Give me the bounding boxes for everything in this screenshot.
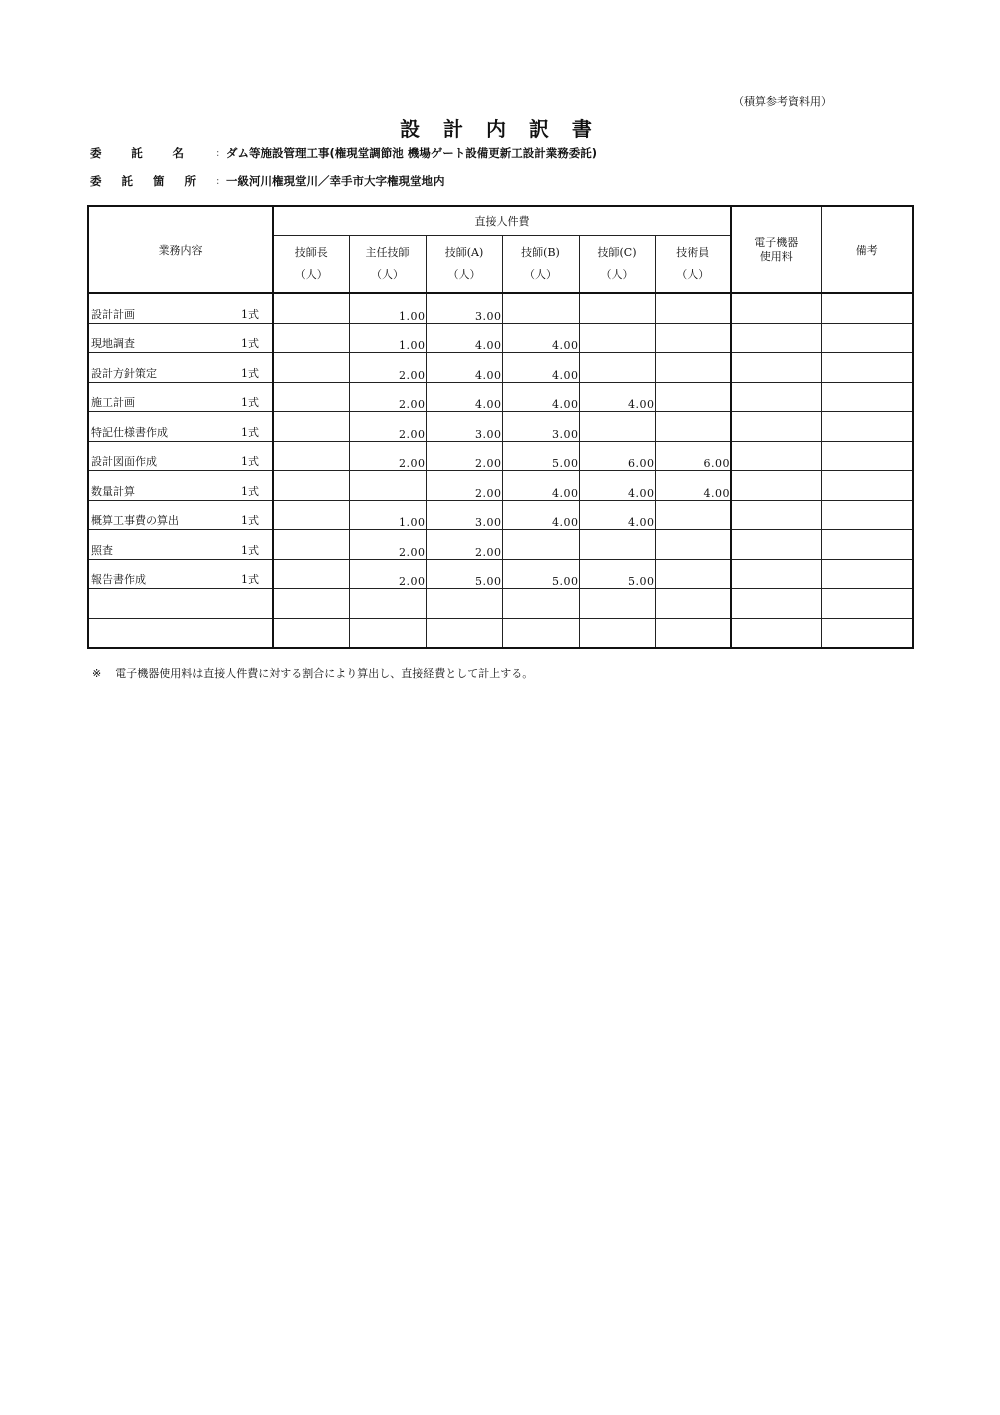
labor-value-cell: 2.00 — [349, 530, 426, 560]
reference-note: （積算参考資料用） — [733, 95, 832, 108]
labor-value-cell: 4.00 — [426, 323, 502, 353]
labor-value-cell: 6.00 — [655, 441, 731, 471]
labor-value-cell: 4.00 — [502, 500, 579, 530]
task-quantity: 1式 — [241, 396, 259, 409]
task-quantity: 1式 — [241, 484, 259, 498]
task-name: 数量計算 — [91, 484, 135, 498]
remarks-cell — [821, 382, 913, 412]
labor-value-cell: 1.00 — [349, 500, 426, 530]
labor-value-cell: 3.00 — [426, 412, 502, 442]
labor-value-cell: 5.00 — [579, 559, 655, 589]
task-quantity: 1式 — [241, 573, 259, 586]
task-quantity: 1式 — [241, 543, 259, 557]
labor-value-cell — [579, 530, 655, 560]
labor-value-cell — [273, 618, 349, 648]
remarks-cell — [821, 589, 913, 619]
task-name: 照査 — [91, 543, 113, 557]
role-header: 技師(C) （人） — [579, 235, 655, 293]
labor-value-cell — [655, 589, 731, 619]
task-cell — [88, 559, 273, 589]
labor-value-cell: 1.00 — [349, 293, 426, 323]
table-body — [88, 293, 913, 648]
equipment-fee-cell — [731, 441, 821, 471]
colon: : — [216, 175, 220, 187]
task-quantity: 1式 — [241, 337, 259, 350]
contract-name-row — [90, 145, 597, 161]
task-cell — [88, 412, 273, 442]
page-title: 設 計 内 訳 書 — [400, 117, 600, 141]
footnote — [92, 665, 533, 681]
task-name: 現地調査 — [91, 337, 135, 350]
remarks-cell — [821, 500, 913, 530]
task-name: 報告書作成 — [91, 573, 146, 586]
equipment-fee-cell — [731, 618, 821, 648]
labor-value-cell: 3.00 — [426, 500, 502, 530]
labor-value-cell — [579, 323, 655, 353]
labor-value-cell: 1.00 — [349, 323, 426, 353]
labor-value-cell: 2.00 — [349, 382, 426, 412]
labor-value-cell — [273, 530, 349, 560]
labor-value-cell: 4.00 — [579, 382, 655, 412]
direct-labor-header: 直接人件費 — [273, 206, 731, 235]
remarks-header: 備考 — [821, 206, 913, 293]
table-row — [88, 530, 913, 560]
equipment-fee-cell — [731, 589, 821, 619]
remarks-cell — [821, 618, 913, 648]
task-quantity: 1式 — [241, 307, 259, 321]
labor-value-cell: 2.00 — [426, 471, 502, 501]
labor-value-cell: 5.00 — [426, 559, 502, 589]
labor-value-cell — [273, 382, 349, 412]
labor-value-cell — [273, 559, 349, 589]
task-cell — [88, 618, 273, 648]
role-header: 主任技師 （人） — [349, 235, 426, 293]
table-row — [88, 618, 913, 648]
task-cell — [88, 353, 273, 383]
task-cell — [88, 323, 273, 353]
footnote-mark: ※ — [92, 667, 102, 680]
task-cell — [88, 293, 273, 323]
task-name: 施工計画 — [91, 396, 135, 409]
labor-value-cell: 2.00 — [349, 353, 426, 383]
remarks-cell — [821, 559, 913, 589]
task-cell — [88, 589, 273, 619]
labor-value-cell — [273, 353, 349, 383]
task-name: 設計図面作成 — [91, 455, 157, 468]
table-row — [88, 293, 913, 323]
equipment-fee-cell — [731, 293, 821, 323]
contract-place-row — [90, 173, 445, 189]
task-name: 概算工事費の算出 — [91, 514, 179, 527]
table-row — [88, 441, 913, 471]
labor-value-cell — [579, 618, 655, 648]
task-name: 設計方針策定 — [91, 366, 157, 380]
labor-value-cell — [426, 589, 502, 619]
labor-value-cell: 2.00 — [349, 559, 426, 589]
table-row — [88, 323, 913, 353]
remarks-cell — [821, 441, 913, 471]
labor-value-cell: 4.00 — [502, 382, 579, 412]
labor-value-cell — [273, 589, 349, 619]
table-row — [88, 412, 913, 442]
labor-value-cell: 4.00 — [579, 471, 655, 501]
labor-value-cell: 4.00 — [579, 500, 655, 530]
labor-value-cell — [349, 618, 426, 648]
remarks-cell — [821, 323, 913, 353]
labor-value-cell — [655, 559, 731, 589]
equipment-fee-cell — [731, 559, 821, 589]
labor-value-cell: 4.00 — [502, 353, 579, 383]
role-header: 技師(A) （人） — [426, 235, 502, 293]
contract-place-value: 一級河川権現堂川／幸手市大字権現堂地内 — [226, 174, 445, 188]
labor-value-cell — [273, 412, 349, 442]
task-cell — [88, 471, 273, 501]
labor-value-cell — [273, 293, 349, 323]
task-quantity: 1式 — [241, 366, 259, 380]
remarks-cell — [821, 293, 913, 323]
equipment-fee-header: 電子機器 使用料 — [731, 206, 821, 293]
labor-value-cell: 5.00 — [502, 441, 579, 471]
remarks-cell — [821, 471, 913, 501]
equipment-fee-cell — [731, 323, 821, 353]
labor-value-cell — [349, 589, 426, 619]
task-cell — [88, 500, 273, 530]
table-row — [88, 559, 913, 589]
table-row — [88, 353, 913, 383]
labor-value-cell — [655, 323, 731, 353]
contract-name-label: 委 託 名 — [90, 146, 184, 160]
equipment-fee-cell — [731, 412, 821, 442]
role-header: 技術員 （人） — [655, 235, 731, 293]
table-row — [88, 471, 913, 501]
labor-value-cell: 4.00 — [426, 353, 502, 383]
task-column-header: 業務内容 — [88, 206, 273, 293]
labor-value-cell — [273, 323, 349, 353]
labor-value-cell: 3.00 — [426, 293, 502, 323]
labor-value-cell: 4.00 — [426, 382, 502, 412]
task-quantity: 1式 — [241, 514, 259, 527]
labor-value-cell — [273, 441, 349, 471]
labor-value-cell — [273, 471, 349, 501]
labor-value-cell — [426, 618, 502, 648]
labor-value-cell — [273, 500, 349, 530]
labor-value-cell: 4.00 — [502, 471, 579, 501]
contract-place-label: 委 託 箇 所 — [90, 174, 196, 188]
labor-value-cell: 6.00 — [579, 441, 655, 471]
labor-value-cell — [655, 382, 731, 412]
labor-value-cell — [655, 530, 731, 560]
remarks-cell — [821, 412, 913, 442]
labor-value-cell — [655, 353, 731, 383]
task-cell — [88, 441, 273, 471]
labor-value-cell: 4.00 — [655, 471, 731, 501]
table-row — [88, 500, 913, 530]
remarks-cell — [821, 530, 913, 560]
task-cell — [88, 530, 273, 560]
labor-value-cell — [502, 589, 579, 619]
labor-value-cell — [655, 618, 731, 648]
labor-value-cell — [349, 471, 426, 501]
footnote-text: 電子機器使用料は直接人件費に対する割合により算出し、直接経費として計上する。 — [115, 667, 534, 680]
remarks-cell — [821, 353, 913, 383]
breakdown-table — [87, 205, 914, 649]
task-cell — [88, 382, 273, 412]
labor-value-cell: 3.00 — [502, 412, 579, 442]
role-header: 技師長 （人） — [273, 235, 349, 293]
labor-value-cell — [579, 589, 655, 619]
task-name: 設計計画 — [91, 307, 135, 321]
labor-value-cell — [502, 618, 579, 648]
labor-value-cell — [655, 412, 731, 442]
task-name: 特記仕様書作成 — [91, 425, 168, 439]
equipment-fee-cell — [731, 382, 821, 412]
labor-value-cell — [655, 500, 731, 530]
labor-value-cell: 2.00 — [349, 412, 426, 442]
labor-value-cell: 5.00 — [502, 559, 579, 589]
table-row — [88, 382, 913, 412]
table-row — [88, 589, 913, 619]
equipment-fee-cell — [731, 471, 821, 501]
contract-name-value: ダム等施設管理工事(権現堂調節池 機場ゲート設備更新工設計業務委託) — [226, 146, 598, 160]
labor-value-cell — [579, 412, 655, 442]
equipment-fee-cell — [731, 353, 821, 383]
labor-value-cell — [579, 293, 655, 323]
equipment-fee-cell — [731, 530, 821, 560]
labor-value-cell — [579, 353, 655, 383]
labor-value-cell — [502, 293, 579, 323]
labor-value-cell: 2.00 — [426, 530, 502, 560]
colon: : — [216, 147, 220, 159]
labor-value-cell: 4.00 — [502, 323, 579, 353]
labor-value-cell — [655, 293, 731, 323]
labor-value-cell — [502, 530, 579, 560]
labor-value-cell: 2.00 — [426, 441, 502, 471]
equipment-fee-cell — [731, 500, 821, 530]
task-quantity: 1式 — [241, 425, 259, 439]
labor-value-cell: 2.00 — [349, 441, 426, 471]
task-quantity: 1式 — [241, 455, 259, 468]
role-header: 技師(B) （人） — [502, 235, 579, 293]
